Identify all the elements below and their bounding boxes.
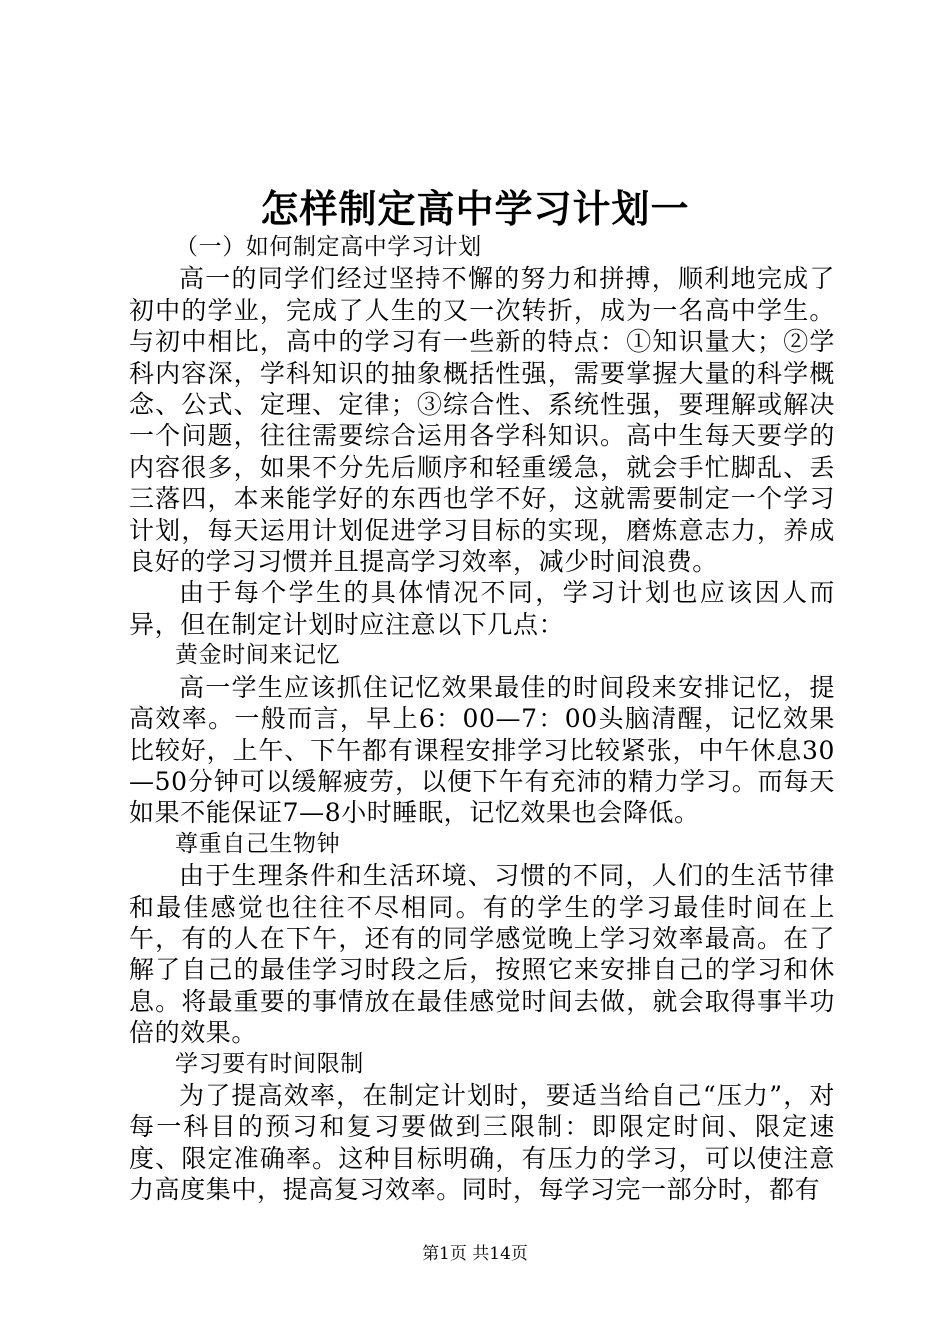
paragraph: 由于每个学生的具体情况不同，学习计划也应该因人而异，但在制定计划时应注意以下几点：: [129, 578, 835, 639]
section-heading: （一）如何制定高中学习计划: [175, 234, 482, 260]
paragraph: 高一学生应该抓住记忆效果最佳的时间段来安排记忆，提高效率。一般而言，早上6：00—7：00头脑清醒，记忆效果比较好，上午、下午都有课程安排学习比较紧张，中午休息30—50分钟可以缓解疲劳，以便下午有充沛的精力学习。而每天如果不能保证7—8小时睡眠，记忆效果也会降低。: [129, 672, 835, 828]
section-heading: 黄金时间来记忆: [175, 642, 341, 669]
paragraph: 为了提高效率，在制定计划时，要适当给自己“压力”，对每一科目的预习和复习要做到三限制：即限定时间、限定速度、限定准确率。这种目标明确，有压力的学习，可以使注意力高度集中，提高复习效率。同时，每学习完一部分时，都有: [129, 1080, 835, 1205]
page-footer: 第1页 共14页: [422, 1244, 528, 1264]
paragraph: 由于生理条件和生活环境、习惯的不同，人们的生活节律和最佳感觉也往往不尽相同。有的学生的学习最佳时间在上午，有的人在下午，还有的同学感觉晚上学习效率最高。在了解了自己的最佳学习时段之后，按照它来安排自己的学习和休息。将最重要的事情放在最佳感觉时间去做，就会取得事半功倍的效果。: [129, 861, 835, 1048]
document-body: [129, 232, 835, 1206]
paragraph: 高一的同学们经过坚持不懈的努力和拼搏，顺利地完成了初中的学业，完成了人生的又一次转折，成为一名高中学生。与初中相比，高中的学习有一些新的特点：①知识量大；②学科内容深，学科知识的抽象概括性强，需要掌握大量的科学概念、公式、定理、定律；③综合性、系统性强，要理解或解决一个问题，往往需要综合运用各学科知识。高中生每天要学的内容很多，如果不分先后顺序和轻重缓急，就会手忙脚乱、丢三落四，本来能学好的东西也学不好，这就需要制定一个学习计划，每天运用计划促进学习目标的实现，磨炼意志力，养成良好的学习习惯并且提高学习效率，减少时间浪费。: [129, 264, 835, 577]
section-heading: 尊重自己生物钟: [175, 830, 341, 857]
section-heading: 学习要有时间限制: [175, 1050, 364, 1077]
document-title: 怎样制定高中学习计划一: [260, 186, 690, 231]
